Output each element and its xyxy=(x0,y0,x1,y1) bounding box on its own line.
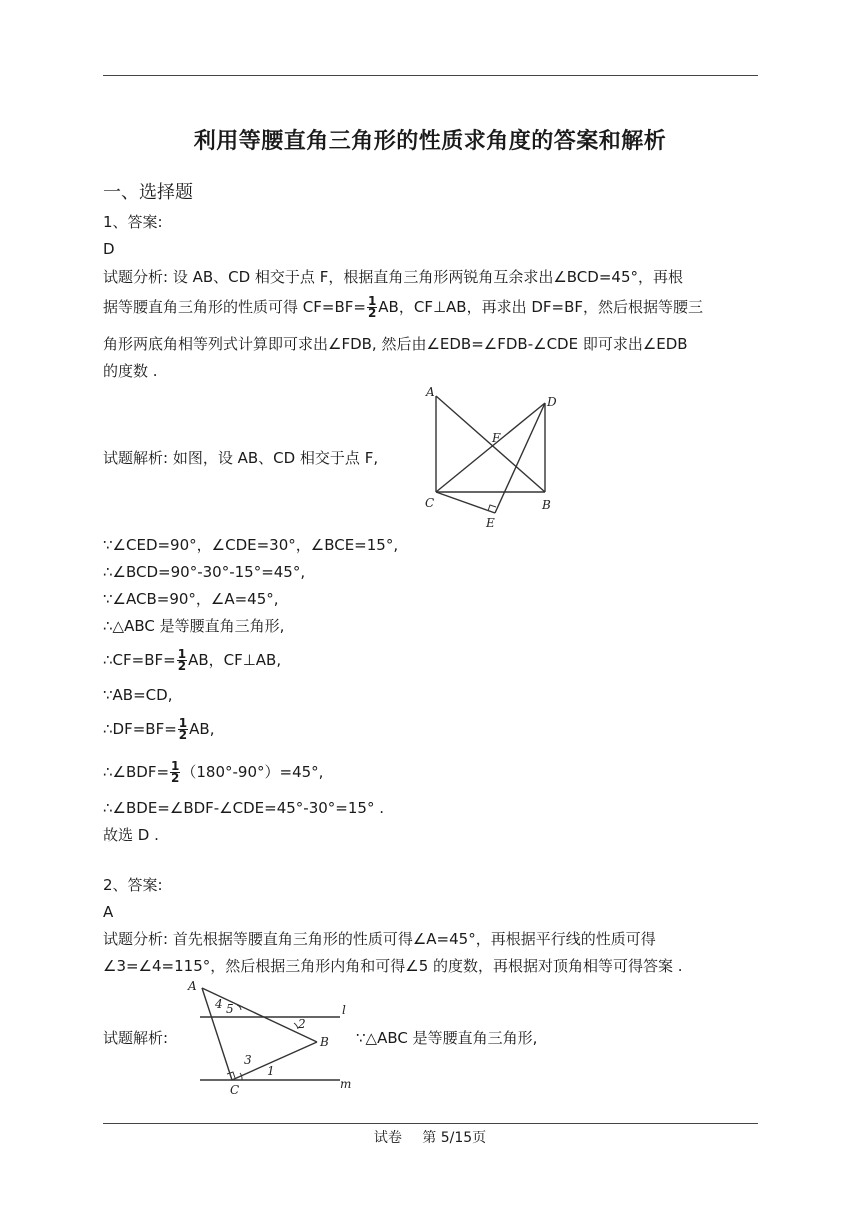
q1-step-8 xyxy=(103,761,323,784)
fig2-label-m: m xyxy=(340,1077,352,1091)
fig2-label-a: A xyxy=(188,979,197,993)
q1-step-5 xyxy=(103,649,281,672)
fig2-label-5: 5 xyxy=(226,1002,234,1016)
q1-step-2: ∴∠BCD=90°-30°-15°=45°, xyxy=(103,563,306,581)
q1-step-6: ∵AB=CD, xyxy=(103,686,173,704)
q1-analysis-line-3: 角形两底角相等列式计算即可求出∠FDB, 然后由∠EDB=∠FDB-∠CDE 即可求出∠EDB xyxy=(103,335,688,353)
fraction-half: $\frac{1}{2}$ xyxy=(367,294,377,320)
q1-step-1: ∵∠CED=90°，∠CDE=30°，∠BCE=15°, xyxy=(103,536,399,554)
q1-step-5a: ∴CF=BF= xyxy=(103,651,176,669)
fig2-label-2: 2 xyxy=(298,1017,306,1031)
q2-geometry-figure xyxy=(180,976,360,1096)
fraction-half: $\frac{1}{2}$ xyxy=(178,716,188,742)
fig2-label-b: B xyxy=(320,1035,329,1049)
q1-step-5b: AB，CF⊥AB, xyxy=(188,651,282,669)
fig2-label-1: 1 xyxy=(267,1064,275,1078)
q2-head: 2、答案: xyxy=(103,876,163,894)
page-title: 利用等腰直角三角形的性质求角度的答案和解析 xyxy=(193,129,667,154)
fig1-label-c: C xyxy=(425,496,435,510)
q1-step-7b: AB, xyxy=(189,720,215,738)
q1-analysis-2a: 据等腰直角三角形的性质可得 CF=BF= xyxy=(103,298,366,316)
q1-step-7a: ∴DF=BF= xyxy=(103,720,177,738)
fig2-label-l: l xyxy=(342,1003,346,1017)
q1-head: 1、答案: xyxy=(103,213,163,231)
fig1-label-f: F xyxy=(492,431,501,445)
q2-solution-intro: 试题解析: xyxy=(103,1029,169,1047)
fig1-label-d: D xyxy=(547,395,557,409)
q1-step-8b: （180°-90°）=45°, xyxy=(181,763,324,781)
q1-step-10: 故选 D . xyxy=(103,826,159,844)
q2-analysis-line-2: ∠3=∠4=115°，然后根据三角形内角和可得∠5 的度数，再根据对顶角相等可得答案 . xyxy=(103,957,683,975)
fraction-half: $\frac{1}{2}$ xyxy=(177,647,187,673)
q2-analysis-line-1: 试题分析: 首先根据等腰直角三角形的性质可得∠A=45°，再根据平行线的性质可得 xyxy=(103,930,656,948)
page-footer xyxy=(0,1127,860,1147)
fig1-label-e: E xyxy=(486,516,495,530)
q1-step-9: ∴∠BDE=∠BDF-∠CDE=45°-30°=15° . xyxy=(103,799,385,817)
q1-step-3: ∵∠ACB=90°，∠A=45°, xyxy=(103,590,279,608)
page-number: 第 5/15页 xyxy=(422,1130,487,1146)
footer-label: 试卷 xyxy=(373,1130,402,1146)
q1-answer: D xyxy=(103,240,115,258)
footer-rule xyxy=(103,1123,758,1124)
q1-analysis-line-2 xyxy=(103,296,703,319)
q1-analysis-2b: AB，CF⊥AB，再求出 DF=BF，然后根据等腰三 xyxy=(378,298,704,316)
section-heading: 一、选择题 xyxy=(103,182,193,203)
fraction-half: $\frac{1}{2}$ xyxy=(171,759,180,785)
q2-answer: A xyxy=(103,903,114,921)
q1-step-7 xyxy=(103,718,214,741)
fig1-label-b: B xyxy=(542,498,551,512)
fig2-label-c: C xyxy=(230,1083,240,1096)
q1-solution-intro: 试题解析: 如图，设 AB、CD 相交于点 F, xyxy=(103,449,379,467)
q2-solution-text: ∵△ABC 是等腰直角三角形, xyxy=(356,1029,538,1047)
q1-step-4: ∴△ABC 是等腰直角三角形, xyxy=(103,617,285,635)
q1-step-8a: ∴∠BDF= xyxy=(103,763,170,781)
fig1-label-a: A xyxy=(426,385,435,399)
fig2-label-3: 3 xyxy=(244,1053,252,1067)
q1-analysis-line-1: 试题分析: 设 AB、CD 相交于点 F，根据直角三角形两锐角互余求出∠BCD=45°，再根 xyxy=(103,268,683,286)
fig2-label-4: 4 xyxy=(215,997,223,1011)
q1-analysis-line-4: 的度数 . xyxy=(103,362,158,380)
header-rule xyxy=(103,75,758,76)
q1-geometry-figure xyxy=(418,385,578,535)
